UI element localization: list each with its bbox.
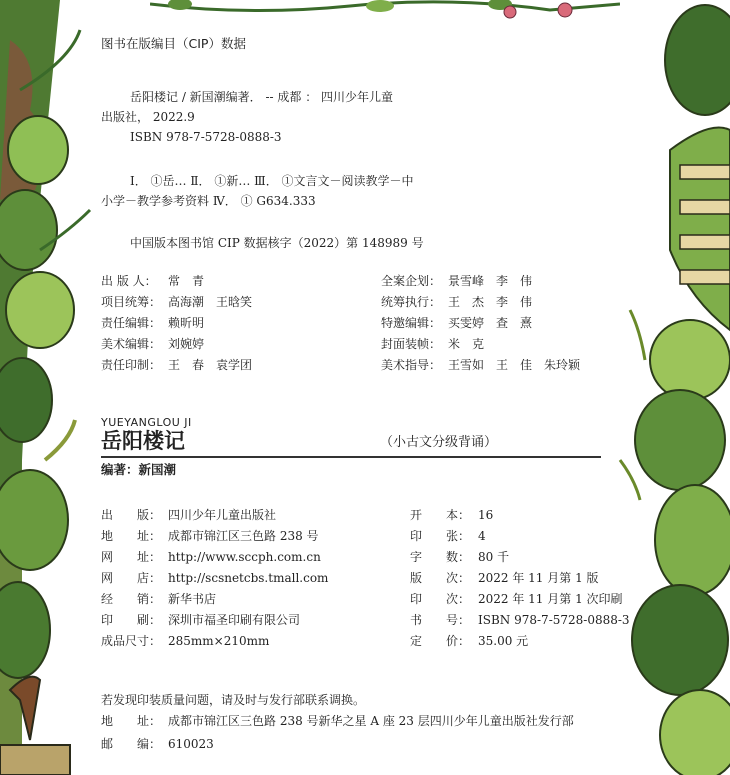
cip-line: 中国版本图书馆 CIP 数据核字（2022）第 148989 号: [130, 236, 424, 250]
book-subtitle: （小古文分级背诵）: [380, 435, 498, 450]
staff-value: 米 克: [448, 337, 485, 351]
staff-label: 封面装帧：: [381, 337, 442, 351]
footer-address-label: 地 址：: [101, 714, 162, 728]
spec-label: 版 次：: [410, 571, 471, 585]
book-title: 岳阳楼记: [101, 429, 185, 453]
cip-line: Ⅰ． ①岳… Ⅱ． ①新… Ⅲ． ①文言文－阅读教学－中: [130, 174, 414, 188]
spec-label: 印 刷：: [101, 613, 162, 627]
staff-value: 高海潮 王晗笑: [168, 295, 253, 309]
footer-postcode-label: 邮 编：: [101, 737, 162, 751]
spec-label: 成品尺寸：: [101, 634, 162, 648]
staff-label: 美术指导：: [381, 358, 442, 372]
cip-heading: 图书在版编目（CIP）数据: [101, 36, 246, 51]
staff-value: 景雪峰 李 伟: [448, 274, 533, 288]
spec-value: 成都市锦江区三色路 238 号: [168, 529, 319, 543]
book-author: 编著：新国潮: [101, 462, 177, 477]
cip-line: 小学－教学参考资料 Ⅳ． ① G634.333: [101, 194, 316, 208]
spec-label: 印 次：: [410, 592, 471, 606]
spec-value: 285mm×210mm: [168, 634, 270, 648]
staff-value: 王 杰 李 伟: [448, 295, 533, 309]
spec-label: 开 本：: [410, 508, 471, 522]
staff-value: 刘婉婷: [168, 337, 205, 351]
staff-label: 统筹执行：: [381, 295, 442, 309]
spec-label: 经 销：: [101, 592, 162, 606]
top-vine-illustration: [150, 0, 620, 30]
staff-label: 特邀编辑：: [381, 316, 442, 330]
spec-label: 定 价：: [410, 634, 471, 648]
spec-value: 2022 年 11 月第 1 次印刷: [478, 592, 623, 606]
spec-value: 新华书店: [168, 592, 217, 606]
footer-postcode-value: 610023: [168, 737, 214, 751]
footer-address-value: 成都市锦江区三色路 238 号新华之星 A 座 23 层四川少年儿童出版社发行部: [168, 714, 574, 728]
staff-label: 全案企划：: [381, 274, 442, 288]
right-tower-illustration: [610, 0, 730, 775]
left-forest-illustration: [0, 0, 95, 775]
staff-label: 责任印制：: [101, 358, 162, 372]
cip-line: ISBN 978-7-5728-0888-3: [130, 130, 282, 144]
staff-label: 项目统筹：: [101, 295, 162, 309]
spec-label: 网 址：: [101, 550, 162, 564]
spec-label: 书 号：: [410, 613, 471, 627]
staff-value: 王雪如 王 佳 朱玲颖: [448, 358, 581, 372]
spec-value: 16: [478, 508, 494, 522]
spec-label: 出 版：: [101, 508, 162, 522]
spec-value: ISBN 978-7-5728-0888-3: [478, 613, 630, 627]
spec-value: 深圳市福圣印刷有限公司: [168, 613, 301, 627]
spec-value: 35.00 元: [478, 634, 529, 648]
spec-label: 网 店：: [101, 571, 162, 585]
cip-line: 出版社， 2022.9: [101, 110, 195, 124]
title-pinyin: YUEYANGLOU JI: [101, 416, 192, 429]
staff-value: 王 春 袁学团: [168, 358, 253, 372]
spec-value: http://www.sccph.com.cn: [168, 550, 321, 564]
spec-value: 四川少年儿童出版社: [168, 508, 277, 522]
spec-value: http://scsnetcbs.tmall.com: [168, 571, 329, 585]
staff-value: 常 青: [168, 274, 205, 288]
spec-value: 80 千: [478, 550, 510, 564]
staff-label: 出 版 人：: [101, 274, 157, 288]
staff-value: 赖昕明: [168, 316, 205, 330]
cip-line: 岳阳楼记 / 新国潮编著． -- 成都 ： 四川少年儿童: [130, 90, 394, 104]
quality-notice: 若发现印装质量问题，请及时与发行部联系调换。: [101, 693, 366, 707]
spec-value: 2022 年 11 月第 1 版: [478, 571, 599, 585]
spec-label: 地 址：: [101, 529, 162, 543]
staff-label: 美术编辑：: [101, 337, 162, 351]
spec-value: 4: [478, 529, 486, 543]
spec-label: 字 数：: [410, 550, 471, 564]
staff-value: 买雯婷 查 熹: [448, 316, 533, 330]
title-divider: [101, 456, 601, 458]
staff-label: 责任编辑：: [101, 316, 162, 330]
spec-label: 印 张：: [410, 529, 471, 543]
